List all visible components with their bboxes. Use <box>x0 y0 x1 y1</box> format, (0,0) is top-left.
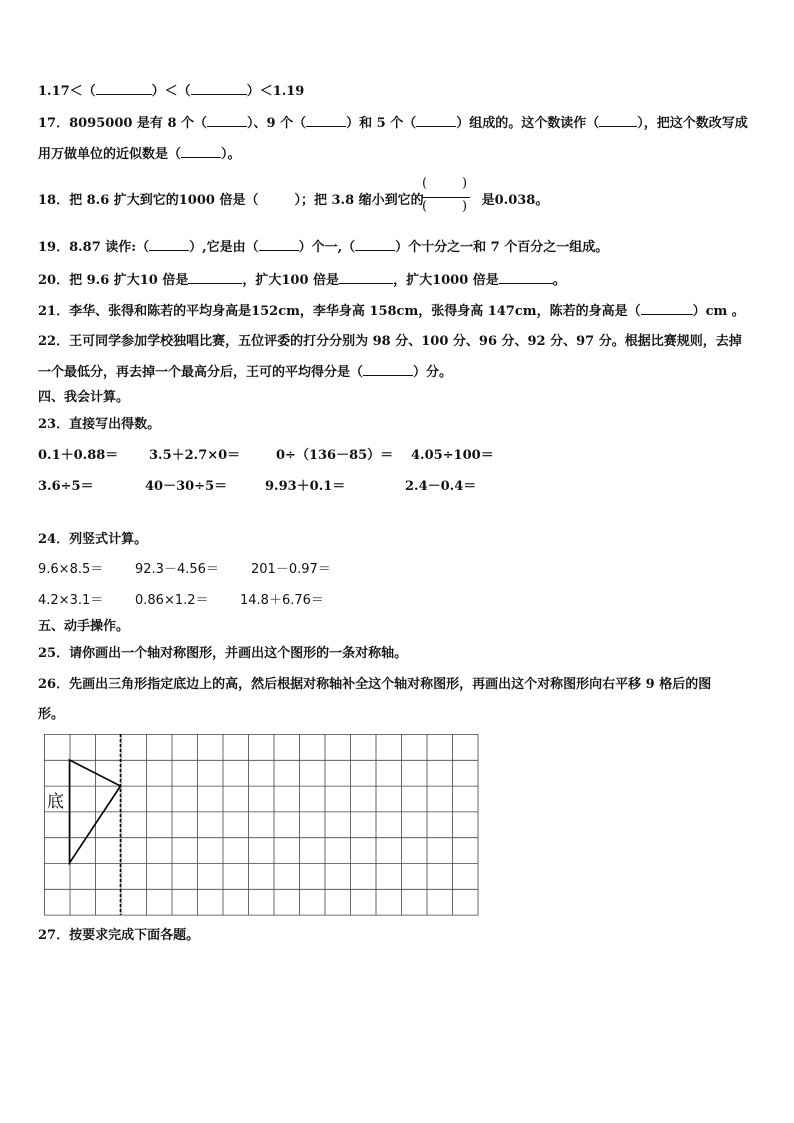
fraction-bar <box>422 197 470 198</box>
blank[interactable] <box>181 145 221 158</box>
blank[interactable] <box>599 114 637 127</box>
inequality-line: 1.17＜（ ）＜（ ）＜1.19 <box>38 84 305 99</box>
question-26-line-1: 26．先画出三角形指定底边上的高，然后根据对称轴补全这个轴对称图形，再画出这个对称图形向右平移 9 格后的图 <box>38 677 712 692</box>
blank[interactable] <box>339 271 393 284</box>
blank[interactable] <box>149 238 189 251</box>
question-19: 19．8.87 读作:（ ）,它是由（ ）个一,（ ）个十分之一和 7 个百分之一组成。 <box>38 240 609 255</box>
question-20: 20．把 9.6 扩大10 倍是 ，扩大100 倍是 ，扩大1000 倍是 。 <box>38 273 566 288</box>
blank[interactable] <box>363 363 413 376</box>
fraction-blank[interactable]: ( ) ( ) <box>420 176 472 220</box>
question-25: 25．请你画出一个轴对称图形，并画出这个图形的一条对称轴。 <box>38 646 408 661</box>
question-26-line-2: 形。 <box>38 707 65 722</box>
base-label: 底 <box>47 792 64 812</box>
question-17-line-1: 17．8095000 是有 8 个（ ）、9 个（ ）和 5 个（ ）组成的。这个数读作（ ），把这个数改写成 <box>38 116 748 131</box>
grid-lines <box>44 734 478 915</box>
blank[interactable] <box>306 114 346 127</box>
question-23-title: 23．直接写出得数。 <box>38 417 161 432</box>
blank[interactable] <box>259 238 299 251</box>
blank[interactable] <box>499 271 553 284</box>
blank[interactable] <box>191 82 247 95</box>
blank[interactable] <box>207 114 247 127</box>
question-22-line-1: 22．王可同学参加学校独唱比赛，五位评委的打分分别为 98 分、100 分、96 分、92 分、97 分。根据比赛规则，去掉 <box>38 334 742 349</box>
blank[interactable] <box>188 271 242 284</box>
drawing-grid[interactable] <box>44 734 480 916</box>
question-24-title: 24．列竖式计算。 <box>38 532 148 547</box>
question-21: 21．李华、张得和陈若的平均身高是152cm，李华身高 158cm，张得身高 147cm，陈若的身高是（ ）cm 。 <box>38 304 745 319</box>
question-27: 27．按要求完成下面各题。 <box>38 928 200 943</box>
blank[interactable] <box>641 302 693 315</box>
section-heading-5: 五、动手操作。 <box>38 619 130 634</box>
blank[interactable] <box>355 238 395 251</box>
section-heading-4: 四、我会计算。 <box>38 390 130 405</box>
question-22-line-2: 一个最低分，再去掉一个最高分后，王可的平均得分是（ ）分。 <box>38 365 453 380</box>
blank[interactable] <box>96 82 152 95</box>
question-17-line-2: 用万做单位的近似数是（ ）。 <box>38 147 241 162</box>
blank[interactable] <box>416 114 456 127</box>
question-18: 18．把 8.6 扩大到它的1000 倍是（ ）；把 3.8 缩小到它的 是0.038。 <box>38 193 549 208</box>
